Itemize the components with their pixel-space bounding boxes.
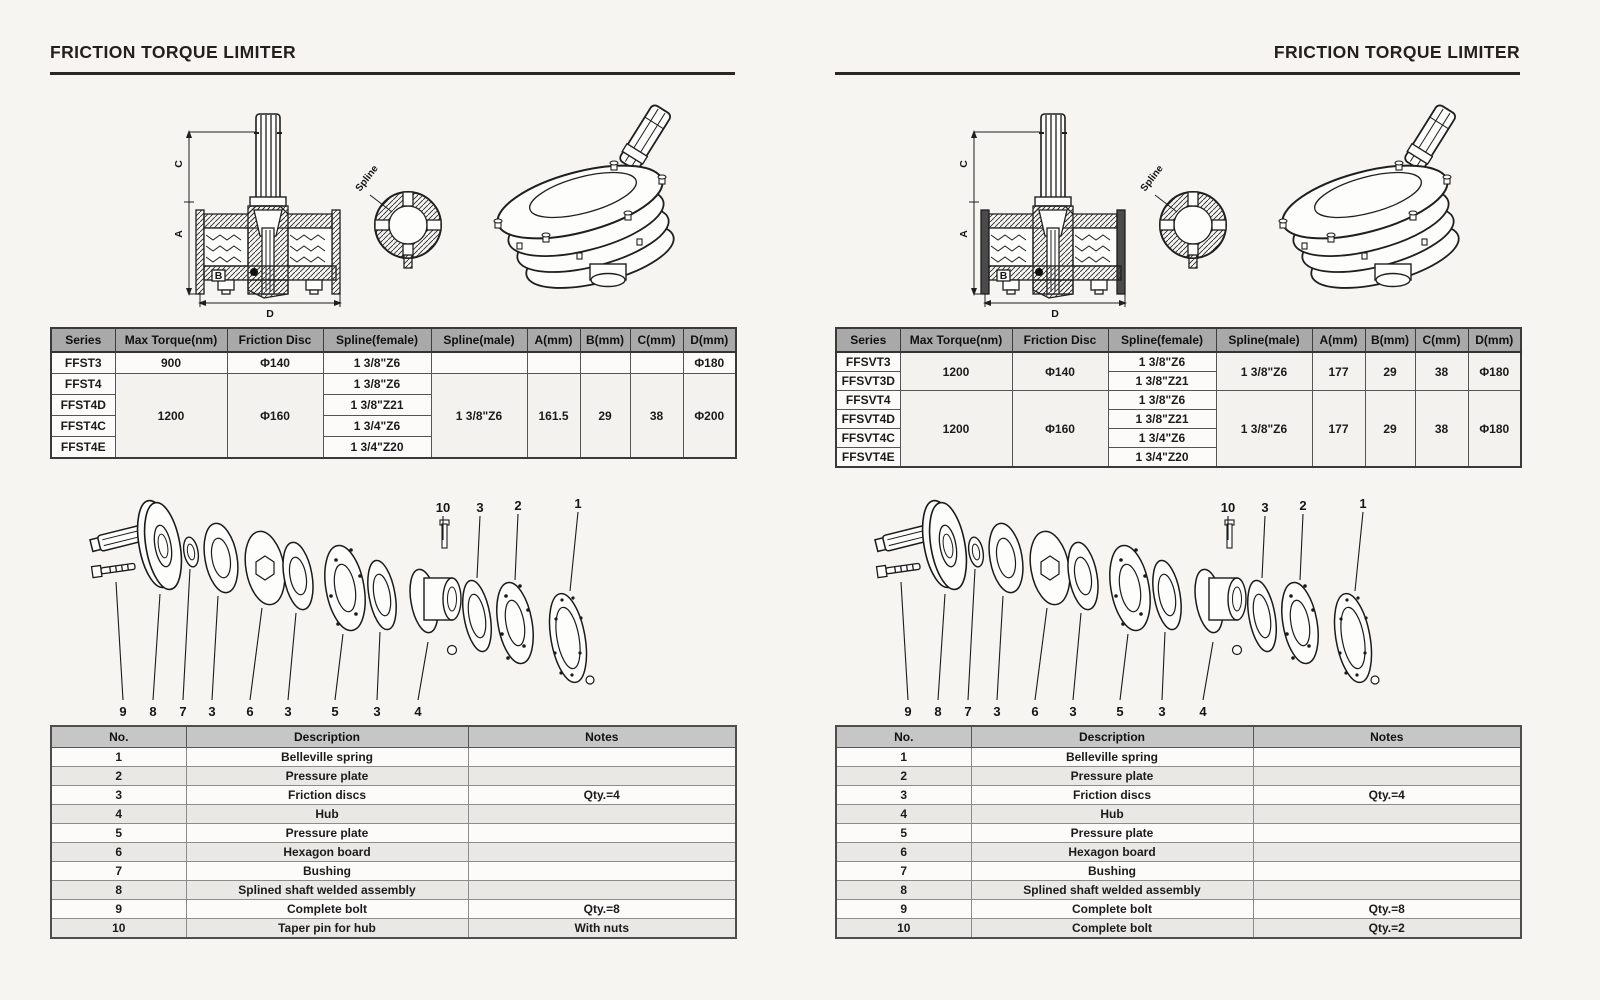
part-number-label: 9 xyxy=(904,704,912,719)
spec-table xyxy=(835,327,1522,468)
parts-table xyxy=(50,725,737,939)
parts-row xyxy=(836,767,1521,786)
table-cell: Qty.=4 xyxy=(1253,786,1521,805)
table-cell: 177 xyxy=(1312,352,1365,391)
part-number-label: 1 xyxy=(1359,496,1367,511)
part-number-label: 3 xyxy=(1158,704,1166,719)
parts-row xyxy=(51,805,736,824)
table-cell xyxy=(1253,805,1521,824)
table-cell: 1 3/8"Z6 xyxy=(323,374,431,395)
column-header: A(mm) xyxy=(527,328,580,352)
table-cell: Qty.=8 xyxy=(1253,900,1521,919)
table-cell: 1 3/8"Z6 xyxy=(431,374,527,459)
part-number-label: 5 xyxy=(1116,704,1124,719)
part-number-label: 3 xyxy=(993,704,1001,719)
table-cell: Φ180 xyxy=(1468,352,1521,391)
part-number-label: 7 xyxy=(179,704,187,719)
parts-row xyxy=(51,900,736,919)
table-cell: FFST4C xyxy=(51,416,115,437)
table-cell: 9 xyxy=(51,900,186,919)
table-cell xyxy=(468,862,736,881)
part-number-label: 2 xyxy=(1299,498,1307,513)
table-cell xyxy=(527,352,580,374)
part-number-label: 4 xyxy=(414,704,422,719)
table-cell: 1200 xyxy=(115,374,227,459)
part-number-label: 5 xyxy=(331,704,339,719)
table-cell xyxy=(1253,767,1521,786)
table-cell: 1200 xyxy=(900,352,1012,391)
table-cell xyxy=(1253,881,1521,900)
left-page xyxy=(50,40,735,970)
table-cell: 7 xyxy=(836,862,971,881)
spec-header-row xyxy=(836,328,1521,352)
table-cell: Friction discs xyxy=(186,786,468,805)
table-cell: 1 3/4"Z20 xyxy=(323,437,431,459)
table-cell: 29 xyxy=(1365,391,1415,468)
column-header: Friction Disc xyxy=(227,328,323,352)
parts-row xyxy=(836,919,1521,939)
column-header: C(mm) xyxy=(630,328,683,352)
table-cell xyxy=(468,767,736,786)
dimension-label-d: D xyxy=(266,308,274,320)
page-title: FRICTION TORQUE LIMITER xyxy=(50,42,297,62)
table-cell xyxy=(1253,824,1521,843)
column-header: Series xyxy=(836,328,900,352)
dimension-label-c: C xyxy=(173,160,185,168)
table-cell: 6 xyxy=(51,843,186,862)
title-underline xyxy=(835,72,1520,75)
column-header: Spline(male) xyxy=(1216,328,1312,352)
table-cell: Complete bolt xyxy=(971,900,1253,919)
table-cell: 1 3/8"Z6 xyxy=(1216,391,1312,468)
table-cell: Φ200 xyxy=(683,374,736,459)
table-cell: Qty.=8 xyxy=(468,900,736,919)
parts-row xyxy=(836,824,1521,843)
table-cell: Bushing xyxy=(186,862,468,881)
spline-label: Spline xyxy=(353,163,381,194)
table-cell: Φ160 xyxy=(1012,391,1108,468)
table-cell xyxy=(1253,843,1521,862)
column-header: Spline(female) xyxy=(323,328,431,352)
spline-label: Spline xyxy=(1138,163,1166,194)
table-cell: FFSVT3 xyxy=(836,352,900,372)
spec-row xyxy=(836,352,1521,372)
part-number-label: 10 xyxy=(1220,500,1236,515)
part-number-label: 10 xyxy=(435,500,451,515)
table-cell: FFST4 xyxy=(51,374,115,395)
table-cell: Belleville spring xyxy=(186,748,468,767)
parts-header-row xyxy=(51,726,736,748)
table-cell: FFSVT4E xyxy=(836,448,900,468)
table-cell: 2 xyxy=(51,767,186,786)
table-cell: 1 3/8"Z6 xyxy=(1108,352,1216,372)
column-header: B(mm) xyxy=(580,328,630,352)
table-cell xyxy=(1253,862,1521,881)
table-cell: 7 xyxy=(51,862,186,881)
table-cell: Pressure plate xyxy=(186,767,468,786)
table-cell: Hexagon board xyxy=(971,843,1253,862)
parts-row xyxy=(836,900,1521,919)
table-cell: 10 xyxy=(836,919,971,939)
parts-row xyxy=(836,881,1521,900)
table-cell: Φ180 xyxy=(683,352,736,374)
right-page xyxy=(835,40,1520,970)
part-number-label: 8 xyxy=(934,704,942,719)
table-cell: 1 xyxy=(51,748,186,767)
part-number-label: 3 xyxy=(476,500,484,515)
column-header: Description xyxy=(971,726,1253,748)
table-cell: 10 xyxy=(51,919,186,939)
table-cell: 1 3/4"Z6 xyxy=(323,416,431,437)
spec-row xyxy=(51,374,736,395)
table-cell: 38 xyxy=(1415,391,1468,468)
table-cell: Φ140 xyxy=(1012,352,1108,391)
table-cell: FFST4D xyxy=(51,395,115,416)
dimension-label-b: B xyxy=(999,270,1008,282)
parts-row xyxy=(836,748,1521,767)
part-number-label: 4 xyxy=(1199,704,1207,719)
title-underline xyxy=(50,72,735,75)
part-number-label: 3 xyxy=(1261,500,1269,515)
table-cell xyxy=(1253,748,1521,767)
column-header: Max Torque(nm) xyxy=(115,328,227,352)
table-cell: 161.5 xyxy=(527,374,580,459)
table-cell: With nuts xyxy=(468,919,736,939)
table-cell: 3 xyxy=(836,786,971,805)
dimension-label-c: C xyxy=(958,160,970,168)
table-cell xyxy=(468,824,736,843)
table-cell: 8 xyxy=(836,881,971,900)
parts-row xyxy=(51,748,736,767)
column-header: Notes xyxy=(1253,726,1521,748)
table-cell: Hexagon board xyxy=(186,843,468,862)
table-cell: FFSVT4D xyxy=(836,410,900,429)
table-cell: 177 xyxy=(1312,391,1365,468)
table-cell xyxy=(468,843,736,862)
part-number-label: 7 xyxy=(964,704,972,719)
table-cell: FFSVT4C xyxy=(836,429,900,448)
exploded-view xyxy=(50,468,710,724)
table-cell: FFST4E xyxy=(51,437,115,459)
table-cell xyxy=(468,805,736,824)
part-number-label: 3 xyxy=(373,704,381,719)
table-cell: Complete bolt xyxy=(971,919,1253,939)
parts-row xyxy=(836,862,1521,881)
technical-drawing xyxy=(50,102,735,324)
parts-row xyxy=(836,843,1521,862)
part-number-label: 2 xyxy=(514,498,522,513)
table-cell: Qty.=4 xyxy=(468,786,736,805)
table-cell xyxy=(468,748,736,767)
table-cell: 38 xyxy=(630,374,683,459)
parts-row xyxy=(51,786,736,805)
part-number-label: 3 xyxy=(284,704,292,719)
parts-row xyxy=(51,919,736,939)
parts-row xyxy=(836,786,1521,805)
table-cell: 1 3/4"Z6 xyxy=(1108,429,1216,448)
part-number-label: 6 xyxy=(1031,704,1039,719)
table-cell: 2 xyxy=(836,767,971,786)
column-header: A(mm) xyxy=(1312,328,1365,352)
part-number-label: 8 xyxy=(149,704,157,719)
column-header: Description xyxy=(186,726,468,748)
table-cell: Taper pin for hub xyxy=(186,919,468,939)
table-cell: Friction discs xyxy=(971,786,1253,805)
column-header: C(mm) xyxy=(1415,328,1468,352)
table-cell: 1 3/8"Z6 xyxy=(1216,352,1312,391)
parts-row xyxy=(51,843,736,862)
table-cell: Bushing xyxy=(971,862,1253,881)
table-cell: Splined shaft welded assembly xyxy=(971,881,1253,900)
spec-row xyxy=(51,352,736,374)
parts-row xyxy=(836,805,1521,824)
table-cell: 1 3/4"Z20 xyxy=(1108,448,1216,468)
table-cell xyxy=(630,352,683,374)
column-header: Spline(female) xyxy=(1108,328,1216,352)
table-cell: Qty.=2 xyxy=(1253,919,1521,939)
spec-row xyxy=(836,391,1521,410)
parts-table xyxy=(835,725,1522,939)
table-cell: FFSVT4 xyxy=(836,391,900,410)
part-number-label: 1 xyxy=(574,496,582,511)
table-cell: 900 xyxy=(115,352,227,374)
table-cell: Hub xyxy=(971,805,1253,824)
column-header: D(mm) xyxy=(683,328,736,352)
table-cell xyxy=(431,352,527,374)
technical-drawing xyxy=(835,102,1520,324)
dimension-label-b: B xyxy=(214,270,223,282)
table-cell: 8 xyxy=(51,881,186,900)
table-cell: Hub xyxy=(186,805,468,824)
table-cell: Pressure plate xyxy=(971,767,1253,786)
table-cell: 1 3/8"Z6 xyxy=(323,352,431,374)
table-cell: Pressure plate xyxy=(186,824,468,843)
column-header: Friction Disc xyxy=(1012,328,1108,352)
table-cell: 4 xyxy=(51,805,186,824)
parts-row xyxy=(51,862,736,881)
table-cell: 1 3/8"Z21 xyxy=(1108,372,1216,391)
table-cell: Φ140 xyxy=(227,352,323,374)
column-header: Spline(male) xyxy=(431,328,527,352)
part-number-label: 3 xyxy=(208,704,216,719)
table-cell: Pressure plate xyxy=(971,824,1253,843)
table-cell: Splined shaft welded assembly xyxy=(186,881,468,900)
exploded-view xyxy=(835,468,1495,724)
table-cell: Φ160 xyxy=(227,374,323,459)
dimension-label-a: A xyxy=(958,230,970,238)
table-cell xyxy=(580,352,630,374)
page-title: FRICTION TORQUE LIMITER xyxy=(1273,42,1520,62)
parts-row xyxy=(51,824,736,843)
table-cell: 1 3/8"Z6 xyxy=(1108,391,1216,410)
table-cell: 38 xyxy=(1415,352,1468,391)
table-cell: 29 xyxy=(1365,352,1415,391)
table-cell: 9 xyxy=(836,900,971,919)
parts-row xyxy=(51,881,736,900)
table-cell: 1 xyxy=(836,748,971,767)
table-cell: 3 xyxy=(51,786,186,805)
spec-table xyxy=(50,327,737,459)
table-cell: 1 3/8"Z21 xyxy=(1108,410,1216,429)
table-cell: FFST3 xyxy=(51,352,115,374)
column-header: Max Torque(nm) xyxy=(900,328,1012,352)
table-cell: 1 3/8"Z21 xyxy=(323,395,431,416)
table-cell: 1200 xyxy=(900,391,1012,468)
part-number-label: 3 xyxy=(1069,704,1077,719)
column-header: B(mm) xyxy=(1365,328,1415,352)
table-cell: Complete bolt xyxy=(186,900,468,919)
table-cell: Φ180 xyxy=(1468,391,1521,468)
table-cell: 5 xyxy=(836,824,971,843)
column-header: D(mm) xyxy=(1468,328,1521,352)
parts-header-row xyxy=(836,726,1521,748)
column-header: Series xyxy=(51,328,115,352)
column-header: Notes xyxy=(468,726,736,748)
table-cell: 29 xyxy=(580,374,630,459)
part-number-label: 9 xyxy=(119,704,127,719)
table-cell xyxy=(468,881,736,900)
table-cell: 4 xyxy=(836,805,971,824)
column-header: No. xyxy=(836,726,971,748)
table-cell: FFSVT3D xyxy=(836,372,900,391)
dimension-label-a: A xyxy=(173,230,185,238)
part-number-label: 6 xyxy=(246,704,254,719)
column-header: No. xyxy=(51,726,186,748)
table-cell: 6 xyxy=(836,843,971,862)
table-cell: Belleville spring xyxy=(971,748,1253,767)
spec-header-row xyxy=(51,328,736,352)
parts-row xyxy=(51,767,736,786)
table-cell: 5 xyxy=(51,824,186,843)
dimension-label-d: D xyxy=(1051,308,1059,320)
